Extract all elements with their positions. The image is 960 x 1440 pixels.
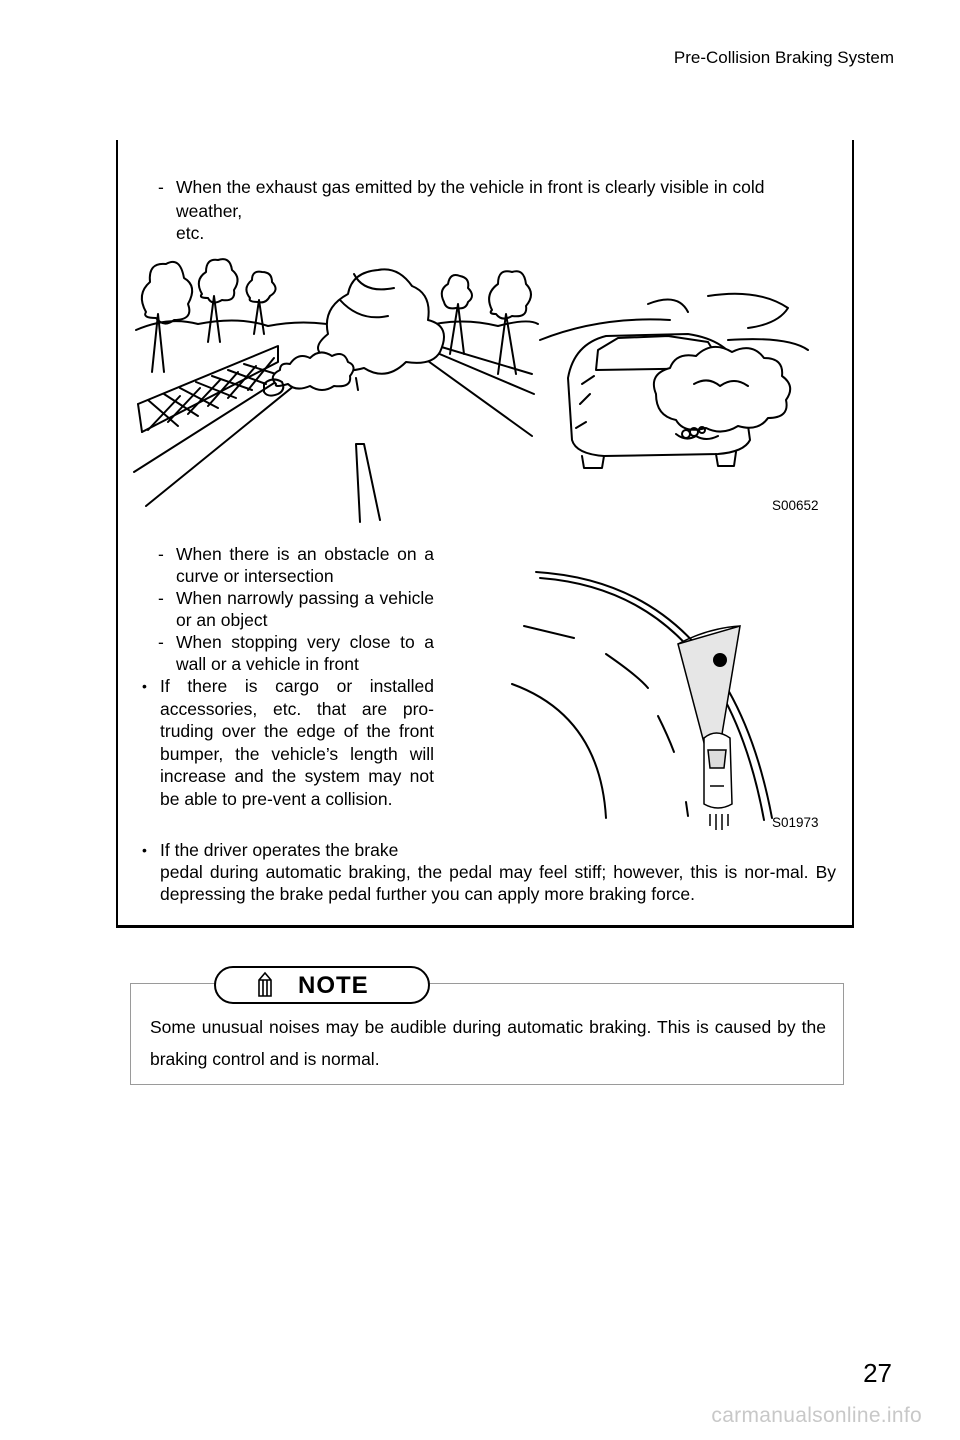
dash-marker: - [158,177,164,197]
dash-marker: - [158,632,164,652]
dash-item-text: When narrowly passing a vehicle or an object [176,588,434,630]
dash-item-text-line2: weather, etc. [176,201,243,243]
dash-item-text: When there is an obstacle on a curve or intersection [176,544,434,586]
bullet-marker: • [142,842,147,858]
watermark: carmanualsonline.info [711,1404,922,1427]
exhaust-gas-road-illustration [128,244,848,524]
bullet-item-text: If there is cargo or installed accessories, etc. that are pro-truding over the edge of the front bumper, the vehicle’s length will increase and the system may not be able to pre-vent a collision. [160,676,434,809]
bullet-item-text-line1: If the driver operates the brake [160,840,399,860]
note-tab [214,966,430,1004]
bullet-item-text-rest: pedal during automatic braking, the pedal may feel stiff; however, this is nor-mal. By depressing the brake pedal further you can apply more braking force. [160,862,836,904]
dash-marker: - [158,588,164,608]
dash-marker: - [158,544,164,564]
curve-obstacle-sensor-illustration [508,566,828,836]
figure-code-s01973: S01973 [772,815,819,830]
page-number: 27 [863,1358,892,1388]
figure-code-s00652: S00652 [772,498,819,513]
note-text: Some unusual noises may be audible during automatic braking. This is caused by the braking control and is normal. [150,1017,826,1069]
pencil-icon [256,972,274,998]
dash-item-text-line1: When the exhaust gas emitted by the vehicle in front is clearly visible in cold [176,177,765,197]
note-label: NOTE [298,972,369,999]
bullet-marker: • [142,678,147,694]
running-header: Pre-Collision Braking System [673,48,894,67]
dash-item-text: When stopping very close to a wall or a vehicle in front [176,632,434,674]
